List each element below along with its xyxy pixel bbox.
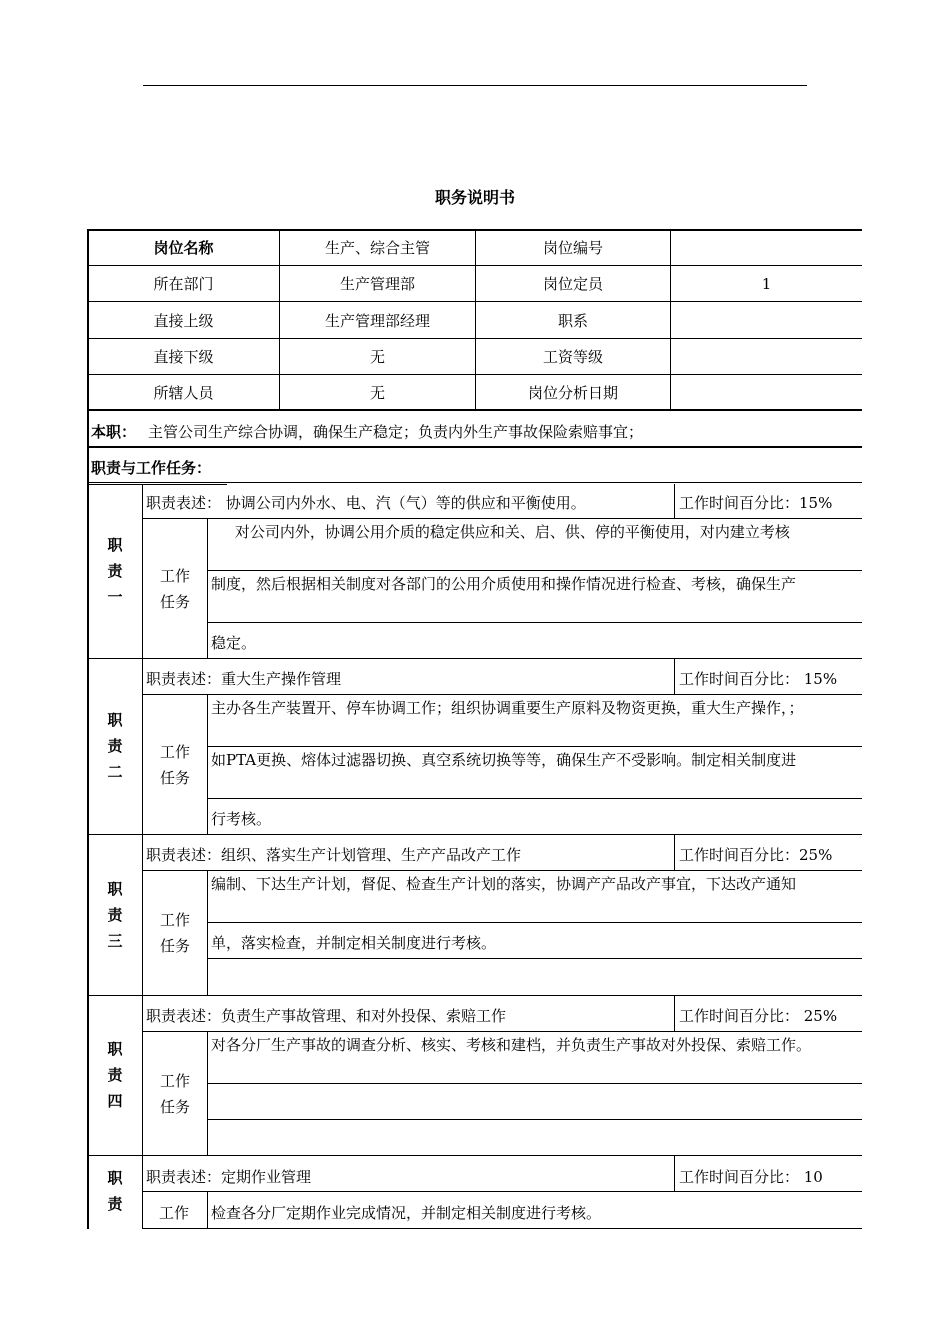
duty-1-name: [88, 484, 142, 658]
duty-1-task-2: 制度，然后根据相关制度对各部门的公用介质使用和操作情况进行检查、考核，确保生产: [211, 575, 797, 593]
duty-3-name-char-3: 三: [107, 931, 123, 950]
label-salary-grade: 工资等级: [542, 348, 603, 366]
duty-5-time-percent: 工作时间百分比： 10: [679, 1168, 823, 1186]
label-direct-superior: 直接上级: [153, 311, 214, 330]
value-post-number: [671, 230, 862, 265]
task-label-line-1: 工作: [159, 1071, 190, 1090]
duty-3-task-2: 单，落实检查，并制定相关制度进行考核。: [211, 934, 497, 952]
value-post-name: 生产、综合主管: [324, 239, 430, 257]
value-staff-managed: 无: [369, 383, 385, 402]
label-department: 所在部门: [153, 275, 214, 293]
duty-3-name-char-1: 职: [107, 879, 123, 898]
duty-2-task-1: 主办各生产装置开、停车协调工作；组织协调重要生产原料及物资更换，重大生产操作，；: [211, 699, 804, 717]
benzhi-text: 主管公司生产综合协调，确保生产稳定；负责内外生产事故保险索赔事宜；: [148, 423, 644, 441]
duty-3-name: [88, 834, 142, 995]
duty-1-name-char-1: 职: [107, 536, 123, 554]
duty-2-task-3: 行考核。: [211, 810, 272, 828]
label-headcount: 岗位定员: [542, 275, 603, 293]
duty-5-task-label: 工作: [159, 1204, 190, 1222]
duty-4-name-char-3: 四: [107, 1092, 123, 1110]
label-analysis-date: 岗位分析日期: [527, 383, 618, 402]
task-label-line-1: 工作: [159, 742, 190, 761]
label-job-family: 职系: [557, 311, 588, 330]
duty-4-name-char-1: 职: [107, 1040, 123, 1058]
task-label-line-2: 任务: [159, 937, 190, 955]
value-salary-grade: [671, 339, 862, 374]
duty-5-name-char-2: 责: [107, 1195, 123, 1213]
duty-4-name: [88, 995, 142, 1155]
duty-1-time-percent: 工作时间百分比：15%: [679, 494, 833, 512]
task-label-line-2: 任务: [159, 768, 190, 787]
duty-1-name-char-2: 责: [107, 562, 123, 580]
header-rule: [143, 85, 807, 86]
duty-2-time-percent: 工作时间百分比： 15%: [679, 670, 838, 688]
duty-5-description: 职责表述：定期作业管理: [146, 1168, 312, 1186]
document-title: 职务说明书: [434, 188, 515, 207]
duty-2-description: 职责表述：重大生产操作管理: [146, 670, 342, 688]
duty-4-time-percent: 工作时间百分比： 25%: [679, 1007, 838, 1025]
duty-1-task-label: [143, 519, 207, 658]
duties-heading: 职责与工作任务：: [91, 459, 212, 477]
duty-5-task-1: 检查各分厂定期作业完成情况，并制定相关制度进行考核。: [211, 1204, 602, 1222]
value-analysis-date: [671, 375, 862, 409]
duty-2-name-char-2: 责: [107, 737, 123, 755]
duty-2-task-2: 如PTA更换、熔体过滤器切换、真空系统切换等等，确保生产不受影响。制定相关制度进: [211, 751, 797, 769]
duty-4-task-1: 对各分厂生产事故的调查分析、核实、考核和建档，并负责生产事故对外投保、索赔工作。: [211, 1036, 812, 1054]
duty-3-task-label: [143, 871, 207, 995]
value-job-family: [671, 302, 862, 338]
duty-1-name-char-3: 一: [107, 588, 123, 606]
value-headcount: 1: [761, 274, 772, 293]
task-label-line-2: 任务: [159, 592, 190, 611]
duty-2-name-char-3: 二: [107, 763, 123, 781]
duty-5-name: [88, 1161, 142, 1221]
duty-3-name-char-2: 责: [107, 905, 123, 924]
duty-2-task-label: [143, 695, 207, 834]
duty-1-description: 职责表述： 协调公司内外水、电、汽（气）等的供应和平衡使用。: [146, 494, 586, 512]
duty-2-name: [88, 658, 142, 834]
label-staff-managed: 所辖人员: [153, 383, 214, 402]
duty-4-task-label: [143, 1032, 207, 1155]
value-department: 生产管理部: [339, 275, 415, 293]
value-direct-superior: 生产管理部经理: [324, 311, 430, 330]
duty-3-description: 职责表述：组织、落实生产计划管理、生产产品改产工作: [146, 846, 522, 864]
label-post-number: 岗位编号: [542, 239, 603, 257]
duty-2-name-char-1: 职: [107, 711, 123, 729]
label-post-name: 岗位名称: [153, 239, 214, 257]
duty-4-name-char-2: 责: [107, 1066, 123, 1084]
duty-4-description: 职责表述：负责生产事故管理、和对外投保、索赔工作: [146, 1007, 507, 1025]
duty-3-task-1: 编制、下达生产计划，督促、检查生产计划的落实，协调产产品改产事宜，下达改产通知: [211, 875, 797, 893]
duty-1-task-3: 稳定。: [211, 634, 257, 652]
duty-3-time-percent: 工作时间百分比：25%: [679, 846, 833, 864]
task-label-line-1: 工作: [159, 911, 190, 929]
task-label-line-1: 工作: [159, 566, 190, 585]
value-direct-subordinate: 无: [369, 348, 385, 366]
duty-1-task-1: 对公司内外，协调公用介质的稳定供应和关、启、供、停的平衡使用，对内建立考核: [211, 523, 790, 541]
label-direct-subordinate: 直接下级: [153, 348, 214, 366]
benzhi-label: 本职：: [91, 423, 137, 441]
duty-5-name-char-1: 职: [107, 1169, 123, 1187]
task-label-line-2: 任务: [159, 1097, 190, 1116]
